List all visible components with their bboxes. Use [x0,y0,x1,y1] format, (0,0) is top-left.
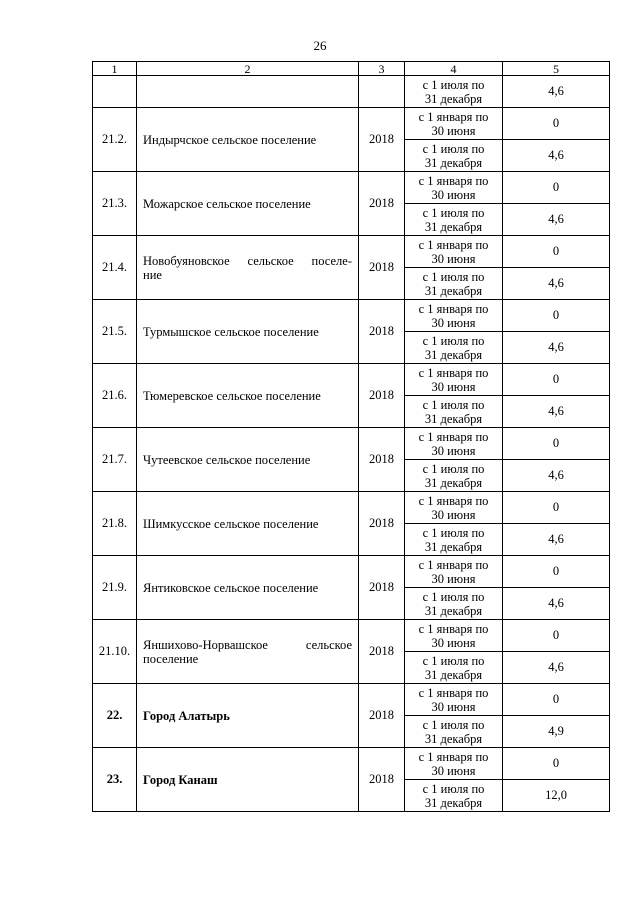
number-cell: 21.8. [93,492,137,556]
period-line: с 1 января по [418,493,489,508]
period-line: 30 июня [431,443,476,458]
period-line: с 1 июля по [422,269,485,284]
period-line: 31 декабря [424,795,483,810]
number-cell: 21.10. [93,620,137,684]
period-cell [405,428,503,460]
period-line: с 1 июля по [422,205,485,220]
header-cell: 4 [405,62,503,76]
period-line: с 1 июля по [422,77,485,92]
period-cell [405,108,503,140]
number-cell: 22. [93,684,137,748]
table-row [93,172,610,204]
period-cell [405,620,503,652]
period-line: 30 июня [431,187,476,202]
period-line: с 1 июля по [422,333,485,348]
number-cell: 21.7. [93,428,137,492]
period-line: 31 декабря [424,539,483,554]
name-cell: Шимкусское сельское поселение [137,492,359,556]
period-cell [405,268,503,300]
table-row-continued [93,76,610,108]
number-cell: 21.2. [93,108,137,172]
value-cell: 4,6 [503,652,610,684]
period-line: 31 декабря [424,219,483,234]
table-row [93,684,610,716]
name-cell: Можарское сельское поселение [137,172,359,236]
period-line: 30 июня [431,571,476,586]
value-cell: 0 [503,620,610,652]
name-cell: Индырчское сельское поселение [137,108,359,172]
year-cell: 2018 [359,492,405,556]
value-cell: 4,6 [503,204,610,236]
period-cell [405,204,503,236]
period-line: 30 июня [431,379,476,394]
period-line: с 1 июля по [422,397,485,412]
name-cell: Тюмеревское сельское поселение [137,364,359,428]
period-cell [405,364,503,396]
year-cell: 2018 [359,556,405,620]
period-cell [405,172,503,204]
year-cell [359,76,405,108]
tariff-table [92,61,610,812]
period-cell [405,652,503,684]
number-cell: 21.9. [93,556,137,620]
period-line: с 1 июля по [422,653,485,668]
table-row [93,620,610,652]
period-cell [405,300,503,332]
table-row [93,556,610,588]
period-line: с 1 января по [418,301,489,316]
period-line: 31 декабря [424,731,483,746]
period-cell [405,748,503,780]
period-line: с 1 января по [418,429,489,444]
name-line: поселение [143,651,199,666]
name-cell: Янтиковское сельское поселение [137,556,359,620]
name-cell: Город Алатырь [137,684,359,748]
number-cell: 23. [93,748,137,812]
period-line: 30 июня [431,507,476,522]
page-number: 26 [313,38,327,53]
year-cell: 2018 [359,236,405,300]
value-cell: 12,0 [503,780,610,812]
period-line: 31 декабря [424,603,483,618]
period-line: 31 декабря [424,155,483,170]
period-cell [405,140,503,172]
period-line: 31 декабря [424,475,483,490]
year-cell: 2018 [359,364,405,428]
period-line: 30 июня [431,699,476,714]
header-cell: 3 [359,62,405,76]
value-cell: 0 [503,428,610,460]
value-cell: 0 [503,748,610,780]
period-line: 30 июня [431,315,476,330]
number-cell: 21.5. [93,300,137,364]
period-line: с 1 января по [418,557,489,572]
year-cell: 2018 [359,428,405,492]
period-cell [405,492,503,524]
period-line: с 1 июля по [422,781,485,796]
name-cell [137,620,359,684]
value-cell: 4,6 [503,140,610,172]
period-line: 30 июня [431,763,476,778]
period-cell [405,780,503,812]
period-line: 31 декабря [424,91,483,106]
value-cell: 4,6 [503,268,610,300]
period-cell [405,396,503,428]
value-cell: 0 [503,364,610,396]
period-cell [405,460,503,492]
value-cell: 4,6 [503,524,610,556]
period-line: с 1 января по [418,621,489,636]
period-line: с 1 января по [418,173,489,188]
value-cell: 4,6 [503,460,610,492]
period-cell [405,716,503,748]
period-line: с 1 января по [418,237,489,252]
period-cell [405,556,503,588]
value-cell: 4,6 [503,76,610,108]
period-cell [405,236,503,268]
period-line: с 1 января по [418,749,489,764]
number-cell: 21.6. [93,364,137,428]
header-cell: 1 [93,62,137,76]
year-cell: 2018 [359,684,405,748]
value-cell: 0 [503,236,610,268]
period-line: с 1 января по [418,365,489,380]
period-line: 31 декабря [424,283,483,298]
period-line: 31 декабря [424,411,483,426]
period-line: с 1 июля по [422,525,485,540]
name-cell: Город Канаш [137,748,359,812]
name-cell: Чутеевское сельское поселение [137,428,359,492]
table-row [93,492,610,524]
table-row [93,364,610,396]
table-row [93,748,610,780]
name-line: ние [143,267,162,282]
period-line: с 1 июля по [422,717,485,732]
value-cell: 4,9 [503,716,610,748]
period-line: 30 июня [431,251,476,266]
value-cell: 0 [503,172,610,204]
period-line: 31 декабря [424,347,483,362]
number-cell: 21.4. [93,236,137,300]
header-cell: 2 [137,62,359,76]
period-line: с 1 июля по [422,461,485,476]
table-row [93,300,610,332]
period-line: с 1 января по [418,685,489,700]
period-line: с 1 июля по [422,589,485,604]
year-cell: 2018 [359,108,405,172]
year-cell: 2018 [359,300,405,364]
name-line: Новобуяновское сельское поселе- [143,253,352,268]
number-cell [93,76,137,108]
year-cell: 2018 [359,620,405,684]
period-cell [405,588,503,620]
period-line: 30 июня [431,635,476,650]
name-cell [137,76,359,108]
table-row [93,108,610,140]
header-cell: 5 [503,62,610,76]
period-line: с 1 июля по [422,141,485,156]
number-cell: 21.3. [93,172,137,236]
value-cell: 4,6 [503,396,610,428]
period-cell [405,76,503,108]
year-cell: 2018 [359,748,405,812]
value-cell: 0 [503,300,610,332]
value-cell: 0 [503,108,610,140]
period-line: 30 июня [431,123,476,138]
table-row [93,236,610,268]
value-cell: 4,6 [503,332,610,364]
year-cell: 2018 [359,172,405,236]
period-cell [405,684,503,716]
period-cell [405,332,503,364]
value-cell: 0 [503,556,610,588]
value-cell: 4,6 [503,588,610,620]
period-line: 31 декабря [424,667,483,682]
period-cell [405,524,503,556]
period-line: с 1 января по [418,109,489,124]
table-header-row [93,62,610,76]
value-cell: 0 [503,684,610,716]
name-cell: Турмышское сельское поселение [137,300,359,364]
name-cell [137,236,359,300]
table-row [93,428,610,460]
value-cell: 0 [503,492,610,524]
name-line: Яншихово-Норвашское сельское [143,637,352,652]
